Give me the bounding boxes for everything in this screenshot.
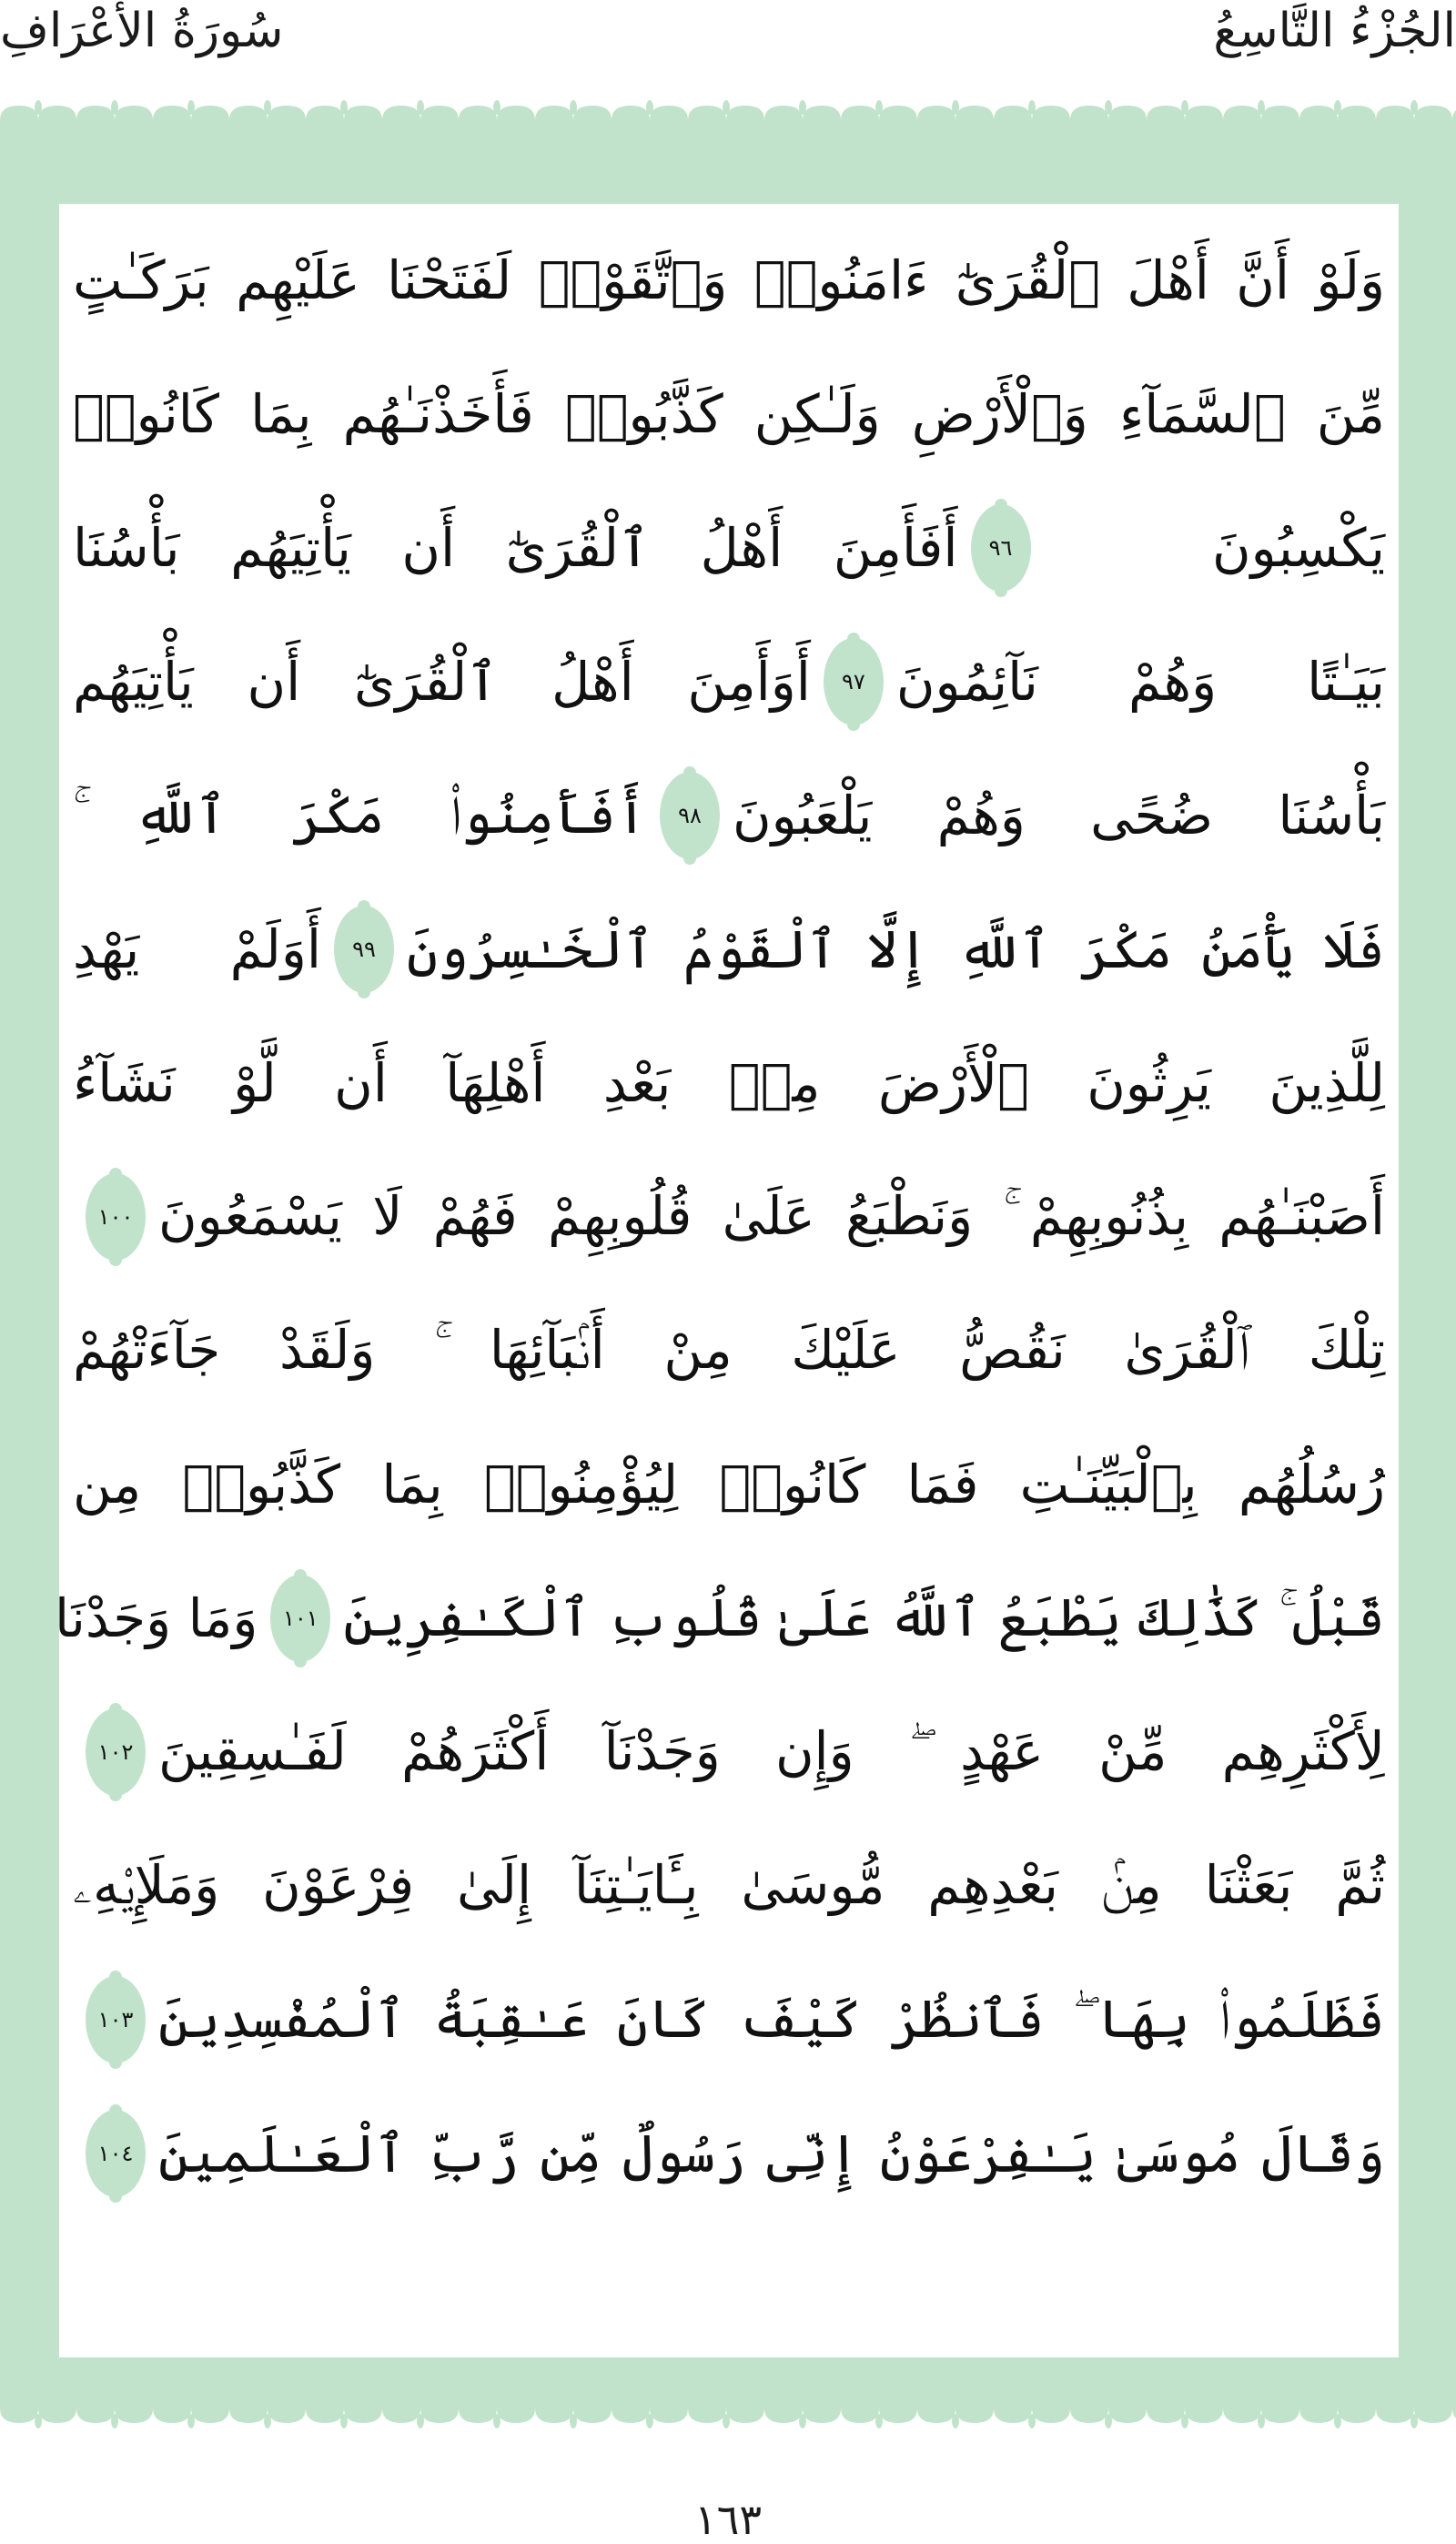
quran-line: [55, 1551, 1385, 1685]
verse-text: يَكْسِبُونَ: [1212, 516, 1385, 579]
quran-line: [73, 1016, 1385, 1150]
verse-text: مِّنَ ٱلسَّمَآءِ وَٱلْأَرْضِ وَلَـٰكِن كَذَّبُوا۟ فَأَخَذْنَـٰهُم بِمَا كَانُوا۟: [73, 382, 1385, 445]
ayah-number-marker: ٩٦: [971, 504, 1031, 592]
verse-text: لِلَّذِينَ يَرِثُونَ ٱلْأَرْضَ مِنۢ بَعْدِ أَهْلِهَآ أَن لَّوْ نَشَآءُ: [73, 1051, 1385, 1114]
ayah-number-marker: ٩٨: [660, 772, 720, 859]
ayah-number-marker: ١٠١: [270, 1575, 330, 1662]
surah-title: سُورَةُ الأَعْرَافِ: [0, 4, 284, 58]
quran-line: [73, 2086, 1385, 2220]
verse-text: وَقَالَ مُوسَىٰ يَـٰفِرْعَوْنُ إِنِّى رَسُولٌ مِّن رَّبِّ ٱلْعَـٰلَمِينَ: [158, 2122, 1385, 2184]
ayah-number-marker: ١٠٠: [86, 1173, 146, 1261]
ayah-number-marker: ١٠٢: [86, 1708, 146, 1796]
verse-text: لِأَكْثَرِهِم مِّنْ عَهْدٍ ۖ وَإِن وَجَدْنَآ أَكْثَرَهُمْ لَفَـٰسِقِينَ: [158, 1720, 1385, 1782]
quran-line: [73, 213, 1385, 347]
quran-lines: [55, 204, 1399, 2357]
quran-line: [73, 882, 1385, 1016]
quran-line: [73, 1283, 1385, 1417]
ayah-number-marker: ٩٧: [824, 638, 884, 725]
verse-text: أَوَلَمْ يَهْدِ: [73, 917, 321, 980]
verse-text: تِلْكَ ٱلْقُرَىٰ نَقُصُّ عَلَيْكَ مِنْ أَنۢبَآئِهَا ۚ وَلَقَدْ جَآءَتْهُمْ: [73, 1319, 1385, 1381]
ayah-number-marker: ٩٩: [334, 906, 394, 993]
verse-text: رُسُلُهُم بِٱلْبَيِّنَـٰتِ فَمَا كَانُوا۟ لِيُؤْمِنُوا۟ بِمَا كَذَّبُوا۟ مِن: [73, 1453, 1385, 1515]
verse-text: بَيَـٰتًا وَهُمْ نَآئِمُونَ: [895, 650, 1385, 713]
page-frame: [0, 100, 1456, 2458]
verse-text: أَفَأَمِنَ أَهْلُ ٱلْقُرَىٰٓ أَن يَأْتِيَهُم بَأْسُنَا: [72, 516, 958, 579]
quran-line: [73, 1819, 1385, 1952]
ayah-number-marker: ١٠٣: [86, 1976, 146, 2063]
verse-text: ثُمَّ بَعَثْنَا مِنۢ بَعْدِهِم مُّوسَىٰ بِـَٔايَـٰتِنَآ إِلَىٰ فِرْعَوْنَ وَمَلَإِي۟هِۦ: [73, 1854, 1385, 1916]
verse-text: وَمَا وَجَدْنَا: [55, 1586, 258, 1649]
verse-text: بَأْسُنَا ضُحًى وَهُمْ يَلْعَبُونَ: [732, 784, 1385, 846]
verse-text: أَفَأَمِنُوا۟ مَكْرَ ٱللَّهِ ۚ: [72, 784, 647, 846]
quran-line: [73, 614, 1385, 748]
verse-text: فَظَلَمُوا۟ بِهَا ۖ فَٱنظُرْ كَيْفَ كَانَ عَـٰقِبَةُ ٱلْمُفْسِدِينَ: [158, 1988, 1385, 2050]
page-header: [0, 0, 1456, 91]
quran-line: [73, 1952, 1385, 2086]
quran-line: [73, 347, 1385, 481]
text-area: [55, 204, 1399, 2357]
verse-text: وَلَوْ أَنَّ أَهْلَ ٱلْقُرَىٰٓ ءَامَنُوا۟ وَٱتَّقَوْا۟ لَفَتَحْنَا عَلَيْهِم بَرَكَـٰتٍ: [73, 248, 1385, 311]
verse-text: قَبْلُ ۚ كَذَٰلِكَ يَطْبَعُ ٱللَّهُ عَلَىٰ قُلُوبِ ٱلْكَـٰفِرِينَ: [343, 1586, 1385, 1648]
verse-text: فَلَا يَأْمَنُ مَكْرَ ٱللَّهِ إِلَّا ٱلْقَوْمُ ٱلْخَـٰسِرُونَ: [406, 917, 1385, 980]
juz-title: الجُزْءُ التَّاسِعُ: [1213, 4, 1456, 58]
page-number: ١٦٣: [693, 2495, 763, 2544]
quran-line: [73, 1685, 1385, 1819]
verse-text: أَصَبْنَـٰهُم بِذُنُوبِهِمْ ۚ وَنَطْبَعُ عَلَىٰ قُلُوبِهِمْ فَهُمْ لَا يَسْمَعُونَ: [158, 1185, 1385, 1247]
ayah-number-marker: ١٠٤: [86, 2110, 146, 2197]
verse-text: أَوَأَمِنَ أَهْلُ ٱلْقُرَىٰٓ أَن يَأْتِيَهُم: [72, 650, 811, 713]
quran-line: [73, 748, 1385, 882]
quran-line: [73, 1150, 1385, 1283]
quran-line: [73, 481, 1385, 614]
quran-line: [73, 1417, 1385, 1551]
scallop-border-bottom: [0, 2392, 1456, 2428]
